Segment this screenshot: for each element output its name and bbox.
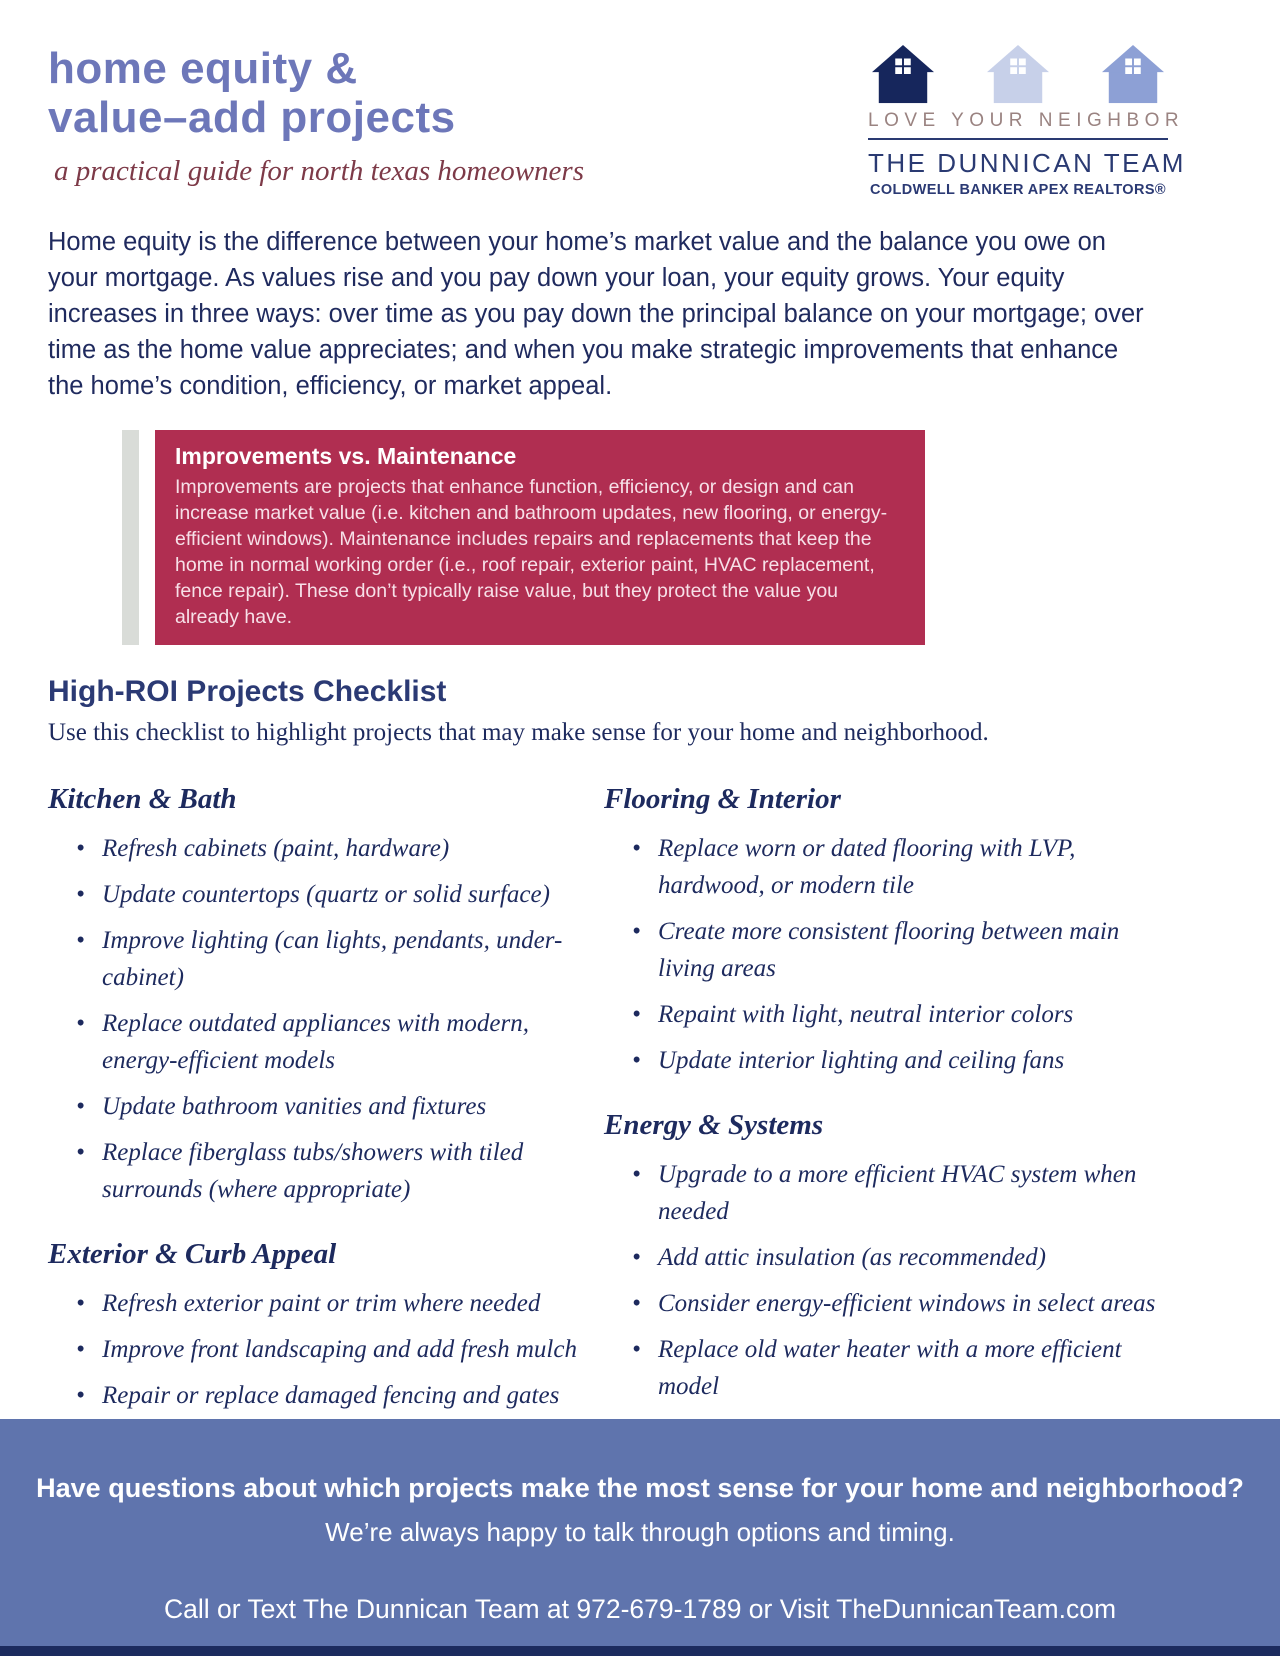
logo-divider <box>868 138 1168 140</box>
checklist-item: • Repair or replace damaged fencing and gates <box>76 1377 602 1414</box>
checklist-item: • Create more consistent flooring between main living areas <box>632 913 1163 987</box>
checklist-item: • Replace old water heater with a more efficient model <box>632 1331 1163 1405</box>
checklist-column-left <box>48 769 604 1469</box>
checklist-item: • Update countertops (quartz or solid surface) <box>76 876 602 913</box>
footer-question: Have questions about which projects make the most sense for your home and neighborhood? <box>36 1473 1244 1503</box>
checklist-item: • Replace fiberglass tubs/showers with tiled surrounds (where appropriate) <box>76 1134 602 1208</box>
flooring-interior-list <box>604 830 1244 1079</box>
checklist-item: • Refresh cabinets (paint, hardware) <box>76 830 602 867</box>
footer-bottom-strip <box>0 1646 1280 1656</box>
page-title <box>48 44 584 143</box>
kitchen-bath-list <box>48 830 604 1208</box>
callout-title: Improvements vs. Maintenance <box>175 443 517 469</box>
checklist-column-right <box>604 769 1244 1469</box>
intro-paragraph: Home equity is the difference between your home’s market value and the balance you owe on your mortgage. As values rise and you pay down your loan, your equity grows. Your equity increases in three ways: over time as you pay down the principal balance on your mortgage; over time as the home value appreciates; and when you make strategic improvements that enhance the home’s condition, efficiency, or market appeal. <box>48 228 1144 400</box>
checklist-item: • Consider energy-efficient windows in select areas <box>632 1285 1163 1322</box>
callout-row <box>122 430 1280 645</box>
page-title-line1: home equity & <box>48 44 358 93</box>
logo-team-name: THE DUNNICAN TEAM <box>868 148 1186 178</box>
section-title-energy-systems: Energy & Systems <box>604 1109 824 1141</box>
house-icons-row <box>868 44 1168 104</box>
energy-systems-list <box>604 1156 1244 1405</box>
checklist-item: • Improve front landscaping and add fresh mulch <box>76 1331 602 1368</box>
checklist-item: • Update bathroom vanities and fixtures <box>76 1088 602 1125</box>
logo-brokerage: COLDWELL BANKER APEX REALTORS® <box>869 182 1167 198</box>
checklist-item: • Replace worn or dated flooring with LVP, hardwood, or modern tile <box>632 830 1163 904</box>
team-logo <box>868 44 1186 198</box>
callout-box <box>155 430 925 645</box>
checklist-intro: Use this checklist to highlight projects that may make sense for your home and neighborhood. <box>48 719 989 746</box>
logo-tagline: LOVE YOUR NEIGHBOR <box>868 110 1185 131</box>
section-title-kitchen-bath: Kitchen & Bath <box>48 783 237 815</box>
title-block <box>48 44 584 188</box>
section-title-flooring-interior: Flooring & Interior <box>604 783 841 815</box>
header <box>0 0 1280 198</box>
checklist-item: • Upgrade to a more efficient HVAC system when needed <box>632 1156 1163 1230</box>
checklist-item: • Refresh exterior paint or trim where needed <box>76 1285 602 1322</box>
checklist-columns <box>48 769 1280 1469</box>
checklist-heading: High-ROI Projects Checklist <box>48 675 447 708</box>
house-icon-dark <box>872 44 934 104</box>
checklist-item: • Repaint with light, neutral interior colors <box>632 996 1163 1033</box>
checklist-item: • Update interior lighting and ceiling fans <box>632 1042 1163 1079</box>
page-subtitle: a practical guide for north texas homeowners <box>54 154 585 187</box>
house-icon-medium <box>1102 44 1164 104</box>
section-title-exterior-curb-appeal: Exterior & Curb Appeal <box>48 1238 337 1270</box>
callout-accent-bar <box>122 430 139 645</box>
callout-body: Improvements are projects that enhance function, efficiency, or design and can increase market value (i.e. kitchen and bathroom updates, new flooring, or energy-efficient windows). Maintenance includes repairs and replacements that keep the home in normal working order (i.e., roof repair, exterior paint, HVAC replacement, fence repair). These don’t typically raise value, but they protect the value you already have. <box>175 476 888 628</box>
page-title-line2: value–add projects <box>48 93 456 143</box>
checklist-item: • Add attic insulation (as recommended) <box>632 1239 1163 1276</box>
checklist-item: • Replace outdated appliances with modern, energy-efficient models <box>76 1005 602 1079</box>
footer <box>0 1419 1280 1656</box>
checklist-item: • Improve lighting (can lights, pendants, under-cabinet) <box>76 922 602 996</box>
house-icon-light <box>987 44 1049 104</box>
footer-subtext: We’re always happy to talk through options and timing. <box>325 1517 955 1547</box>
footer-contact: Call or Text The Dunnican Team at 972-679-1789 or Visit TheDunnicanTeam.com <box>163 1594 1117 1624</box>
